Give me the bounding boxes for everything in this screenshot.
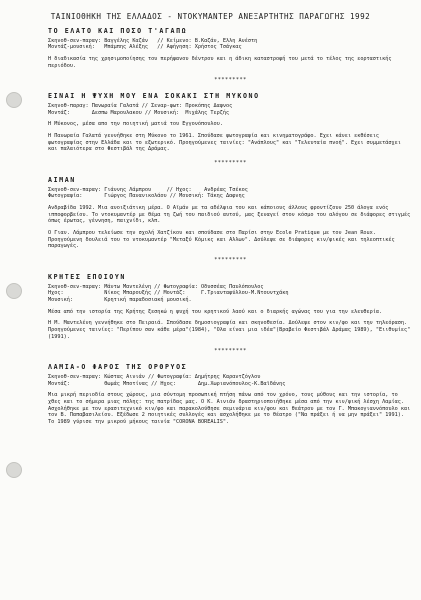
film-title: ΤΟ ΕΛΑΤΟ ΚΑΙ ΠΟΣΟ Τ'ΑΓΑΠΩ [48,27,188,35]
film-credit-line: Μοντάζ: Θωμάς Μποτίνας // Ηχος: Δημ.Χωριανόπουλος-Κ.Βαϊδάνης [48,380,286,387]
film-entry [48,93,413,153]
film-credit-line: Ηχος: Νίκος Μπαρουξής // Μοντάζ: Γ.Τριανταφύλλου-Μ.Ντουντχάκη [48,290,289,297]
film-credit-line: Φωτογραφία: Γιώργος Πανανικολάου // Μουσική: Τάκης Δαφνης [48,193,245,200]
film-credit-line: Σκηνοθ-παραγ: Πανωραία Γαλατά // Σεναρ-φωτ: Προκόπης Δαφνος [48,102,233,109]
film-entry [48,28,413,70]
film-credit-line: Μουσική: Κρητική παραδοσιακή μουσική. [48,296,192,303]
film-credit-line: Σκηνοθ-σεν-παραγ: Βαγγέλης Καζάν // Κείμενο: Β.Καζάν, Ελλη Ανέστη [48,37,258,44]
film-title: ΕΙΝΑΙ Η ΨΥΧΗ ΜΟΥ ΕΝΑ ΣΟΚΑΚΙ ΣΤΗ ΜΥΚΟΝΟ [48,92,260,101]
film-entry [48,177,413,250]
film-entry [48,364,413,426]
film-description: Η Πανωραία Γαλατά γεννήθηκε στη Μύκονο το 1961. Σπούδασε φωτογραφία και κινηματογράφο. Εχει κάνει εκθέσεις φωτογραφίας στην Ελλάδα και το εξωτερικό. Προηγούμενες ταινίες: "Ανάπλους" και "Τελευταία πνοή". Εχει συμμετάσχει και παλαιότερα στο Φεστιβάλ της Δράμας. [48,133,401,153]
film-credit-line: Σκηνοθ-σεν-παραγ: Γιάννης Λάμπρου // Ηχος: Ανδρέας Τσέκος [48,186,248,193]
film-credit-line: Σκηνοθ-σεν-παραγ: Κώστας Αινιάν // Φωτογραφία: Δημήτρης Καραντζόγλου [48,373,261,380]
punch-hole [6,462,22,478]
film-description: Μια μικρή περιοδία στους χώρους, μια σύντομη προσωπική πτήση πάνω από τον χρόνο, τους μύθους και την ιστορία, το χθες και το σήμερα μιας πόλης: της πατρίδας μας. Ο Κ. Αινιάν δραστηριοποιήθηκε μέσα από την κιν/φική λέσχη Λαμίας. Ασχολήθηκε με τον ερασιτεχνικό κιν/φο και παρακολούθησε σεμινάρια κιν/φου και θεάτρου με τον Γ. Μπακογιαννόπουλο και τον Β. Παπαβασιλείου. Εξέδωσε 2 ποιητικές συλλογές και ασχολήθηκε με το θέατρο ("Να πράξει ή να μην πράξει" 1991). Το 1989 γύρισε την μικρού μήκους ταινία "CORONA BOREALIS". [48,392,411,426]
film-description: Ανδραβίδα 1992. Μια ανοιξιάτικη μέρα. Ο Αϊμάν με τα αδέλφια του και κάποιους άλλους φροντίζουν 250 άλογα ενός ιπποφορβείου. Το ντοκυμαντέρ με θέμα τη ζωή του παιδιού αυτού, μας ξεναγεί στον κόσμο του αλόγου σε διάφορες στιγμές όπως έρωτας, γέννηση, παιχνίδι, κλπ. [48,204,411,225]
film-description: Η διαδικασία της χρησιμοποίησης του περήφανου δέντρου και η άδικη καταστροφή του μετά το τέλος της εορταστικής περιόδου. [48,56,392,69]
film-credit-line: Σκηνοθ-σεν-παραγ: Μάντω Μαντελένη // Φωτογραφία: Οδυσσέας Παυλόπουλος [48,283,264,290]
section-separator: ********* [214,76,247,83]
punch-hole [6,92,22,108]
film-title: ΑΙΜΑΝ [48,175,76,184]
section-separator: ********* [214,257,247,264]
film-title: ΛΑΜΙΑ-Ο ΦΑΡΟΣ ΤΗΣ ΟΡΘΡΥΟΣ [48,363,188,372]
film-description: Η Μύκονος, μέσα απο την ποιητική ματιά του Εγγονόπουλου. [48,121,223,128]
section-separator: ********* [214,160,247,167]
film-entry [48,274,413,341]
film-title: ΚΡΗΤΕΣ ΕΠΟΙΟΥΝ [48,272,126,281]
film-description: Μέσα από την ιστορία της Κρήτης ξεσηκώ η ψυχή του κρητικού λαού και ο διαρκής αγώνας του για την ελευθερία. [48,308,383,315]
film-credit-line: Μοντάζ: Δεσπω Μαρουλακου // Μουσική: Μιχάλης Τερζής [48,109,230,116]
page-header: ΤΑΙΝΙΟΘΗΚΗ ΤΗΣ ΕΛΛΑΔΟΣ - ΝΤΟΚΥΜΑΝΤΕΡ ΑΝΕΞΑΡΤΗΤΗΣ ΠΑΡΑΓΩΓΗΣ 1992 [50,12,371,21]
film-description: Η Μ. Μαντελένη γεννήθηκε στο Πειραιά. Σπούδασε δημοσιογραφία και σκηνοθεσία. Δούλεψε στον κιν/φο και την τηλεόραση. Προηγούμενες ταινίες: "Περίπου σαν κάθε μέρα"(1984), "Ολα είναι μια ιδέα"(Βραβείο Φεστιβάλ Δράμας 1989), "Ειιθυμίες"(1991). [48,320,411,340]
film-credit-line: Μοντάζ-μουσική: Μπάμπης Αλέξης // Αφήγηση: Χρήστος Τσάγκας [48,44,242,51]
section-separator: ********* [214,347,247,354]
film-description: Ο Γιαν. Λάμπρου τελείωσε την σχολή Χατζίκου και σπούδασε στο Παρίσι στην Ecole Pratique με τον Jean Roux. Προηγούμενη δουλειά του το ντοκυμαντέρ "Μεταξύ Κόμικς και Αλλων". Δούλεψε σε διάφορες κιν/φικές και τηλεοπτικές παραγωγές. [48,230,395,250]
punch-hole [6,283,22,299]
film-list [48,28,413,426]
